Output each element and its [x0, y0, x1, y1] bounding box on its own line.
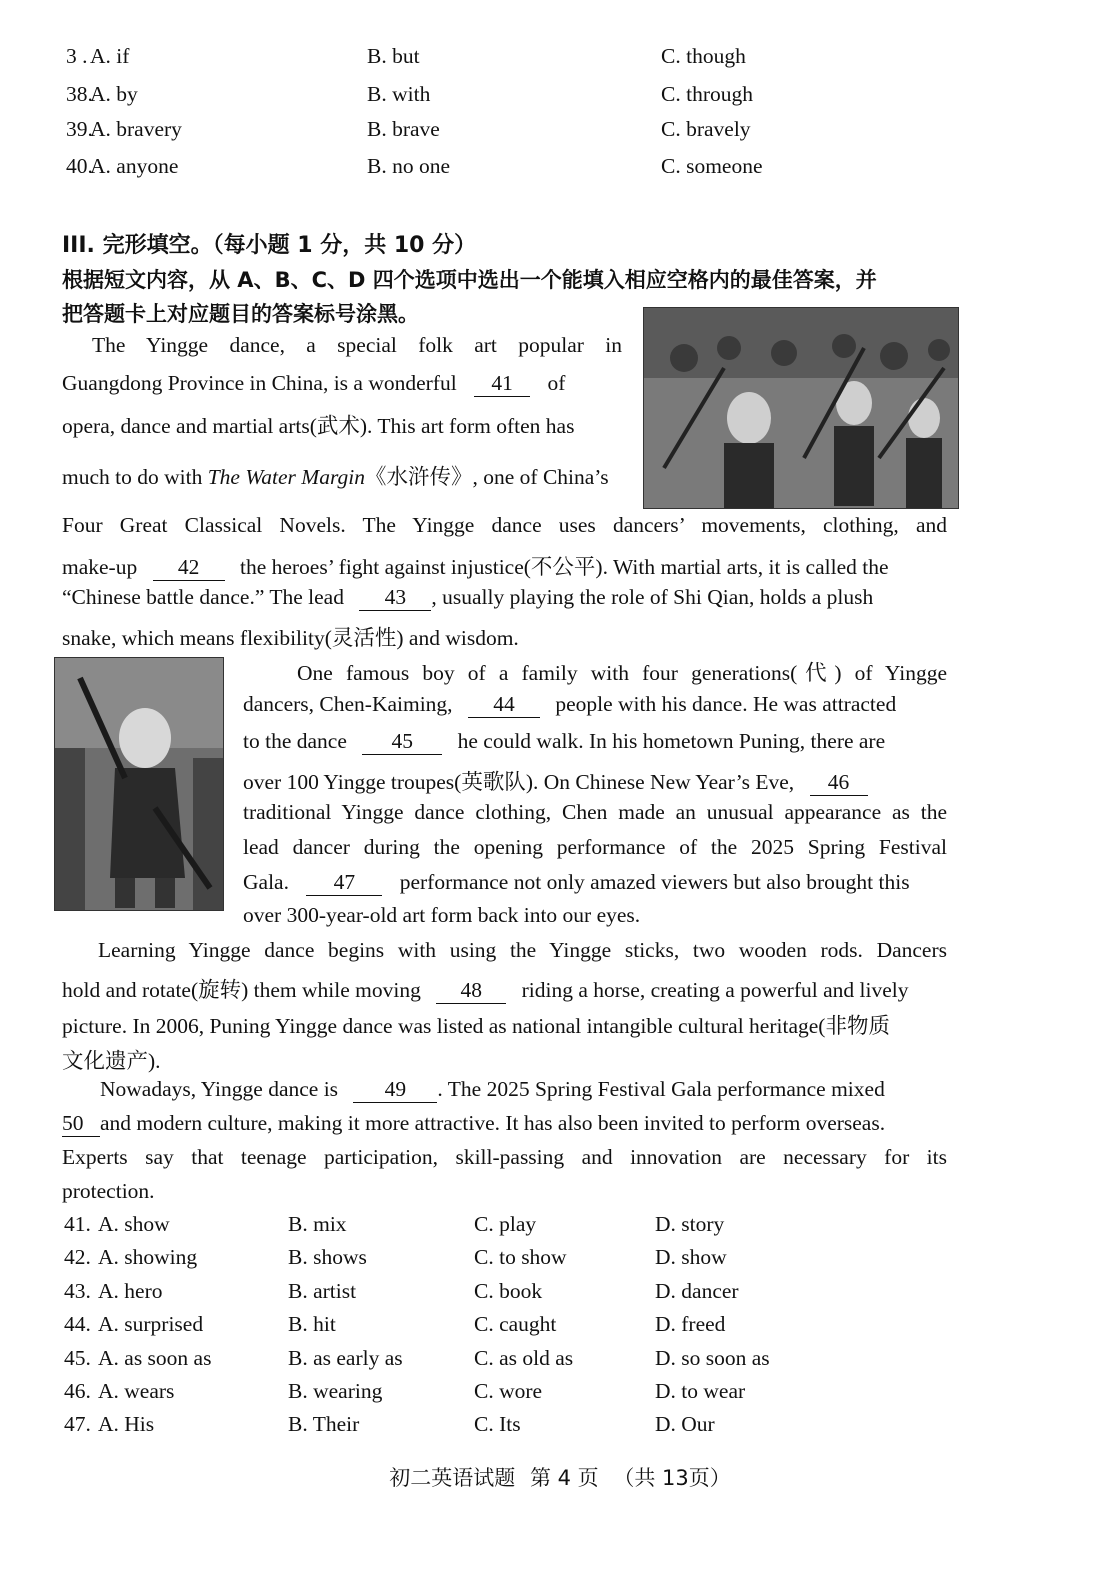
- option-c: C. wore: [474, 1379, 543, 1403]
- passage-line: [243, 870, 910, 896]
- blank-49: 49: [353, 1078, 437, 1103]
- question-number: 46.: [64, 1379, 91, 1403]
- passage-text: Guangdong Province in China, is a wonderful: [62, 371, 457, 395]
- option-a: A. by: [90, 82, 138, 106]
- question-row: [0, 1312, 1120, 1346]
- passage-line: [100, 1077, 885, 1103]
- option-a: A. anyone: [90, 154, 179, 178]
- passage-text: much to do with: [62, 465, 203, 489]
- passage-line: [62, 550, 889, 581]
- section-instruction: 把答题卡上对应题目的答案标号涂黑。: [62, 302, 419, 326]
- passage-text: . The 2025 Spring Festival Gala performance mixed: [437, 1077, 885, 1101]
- footer-subject: 初二英语试题: [389, 1466, 516, 1490]
- passage-line: [243, 765, 868, 796]
- passage-line: [62, 1111, 885, 1137]
- blank-50: 50: [62, 1112, 100, 1137]
- passage-line: One famous boy of a family with four generations(代) of Yingge: [297, 661, 947, 685]
- passage-line: [62, 585, 873, 611]
- passage-line: picture. In 2006, Puning Yingge dance was listed as national intangible cultural heritage(非物质: [62, 1014, 890, 1038]
- passage-text: to the dance: [243, 729, 347, 753]
- option-d: D. freed: [655, 1312, 726, 1336]
- blank-46: 46: [810, 771, 868, 796]
- passage-text: the heroes’ fight against injustice(不公平). With martial arts, it is called the: [239, 555, 889, 579]
- passage-line: [243, 729, 885, 755]
- passage-line: traditional Yingge dance clothing, Chen made an unusual appearance as the: [243, 800, 947, 824]
- passage-line: Learning Yingge dance begins with using the Yingge sticks, two wooden rods. Dancers: [98, 938, 947, 962]
- passage-text: riding a horse, creating a powerful and lively: [521, 978, 909, 1002]
- option-b: B. shows: [288, 1245, 367, 1269]
- option-row: [0, 44, 1120, 78]
- footer-total: （共 13页）: [613, 1466, 731, 1490]
- passage-text: make-up: [62, 555, 138, 579]
- option-a: A. as soon as: [98, 1346, 212, 1370]
- passage-text: he could walk. In his hometown Puning, there are: [457, 729, 886, 753]
- section-instruction: 根据短文内容，从 A、B、C、D 四个选项中选出一个能填入相应空格内的最佳答案，并: [62, 268, 877, 292]
- question-number: 40.: [66, 154, 93, 178]
- option-b: B. Their: [288, 1412, 360, 1436]
- blank-47: 47: [306, 871, 382, 896]
- option-d: D. so soon as: [655, 1346, 770, 1370]
- question-row: [0, 1279, 1120, 1313]
- question-number: 43.: [64, 1279, 91, 1303]
- passage-text: and modern culture, making it more attractive. It has also been invited to perform overseas.: [100, 1111, 886, 1135]
- option-d: D. story: [655, 1212, 725, 1236]
- yingge-dance-photo: [643, 307, 959, 509]
- option-c: C. Its: [474, 1412, 521, 1436]
- option-row: [0, 117, 1120, 151]
- passage-text: people with his dance. He was attracted: [555, 692, 897, 716]
- blank-44: 44: [468, 693, 540, 718]
- option-c: C. to show: [474, 1245, 567, 1269]
- passage-text: hold and rotate(旋转) them while moving: [62, 978, 421, 1002]
- footer-page: 第 4 页: [529, 1466, 599, 1490]
- option-d: D. Our: [655, 1412, 715, 1436]
- option-c: C. through: [661, 82, 753, 106]
- passage-text: over 100 Yingge troupes(英歌队). On Chinese New Year’s Eve,: [243, 770, 795, 794]
- passage-line: Four Great Classical Novels. The Yingge dance uses dancers’ movements, clothing, and: [62, 513, 947, 537]
- option-a: A. if: [90, 44, 130, 68]
- option-b: B. but: [367, 44, 420, 68]
- passage-text: Gala.: [243, 870, 289, 894]
- option-c: C. bravely: [661, 117, 751, 141]
- option-b: B. artist: [288, 1279, 357, 1303]
- option-row: [0, 154, 1120, 188]
- question-row: [0, 1379, 1120, 1413]
- section-title: III. 完形填空。（每小题 1 分，共 10 分）: [62, 233, 477, 258]
- blank-43: 43: [359, 586, 431, 611]
- option-a: A. show: [98, 1212, 170, 1236]
- page-footer: [0, 1462, 1120, 1492]
- question-row: [0, 1245, 1120, 1279]
- question-number: 41.: [64, 1212, 91, 1236]
- passage-text: 《水浒传》, one of China’s: [365, 465, 609, 489]
- passage-line: Experts say that teenage participation, skill-passing and innovation are necessary for its: [62, 1145, 947, 1169]
- question-number: 47.: [64, 1412, 91, 1436]
- option-d: D. dancer: [655, 1279, 739, 1303]
- passage-line: 文化遗产).: [62, 1049, 161, 1073]
- option-a: A. surprised: [98, 1312, 204, 1336]
- option-b: B. no one: [367, 154, 451, 178]
- option-a: A. bravery: [90, 117, 182, 141]
- option-c: C. someone: [661, 154, 763, 178]
- option-c: C. play: [474, 1212, 537, 1236]
- option-c: C. as old as: [474, 1346, 574, 1370]
- option-a: A. wears: [98, 1379, 175, 1403]
- question-number: 38.: [66, 82, 93, 106]
- passage-text: Nowadays, Yingge dance is: [100, 1077, 339, 1101]
- option-c: C. caught: [474, 1312, 557, 1336]
- option-b: B. brave: [367, 117, 440, 141]
- option-a: A. showing: [98, 1245, 198, 1269]
- passage-line: The Yingge dance, a special folk art popular in: [92, 333, 622, 357]
- option-c: C. book: [474, 1279, 543, 1303]
- question-number: 3 .: [66, 44, 88, 68]
- passage-line: opera, dance and martial arts(武术). This art form often has: [62, 414, 575, 438]
- passage-text: , usually playing the role of Shi Qian, holds a plush: [431, 585, 874, 609]
- passage-line: [62, 371, 565, 397]
- option-b: B. with: [367, 82, 431, 106]
- question-number: 42.: [64, 1245, 91, 1269]
- blank-42: 42: [153, 556, 225, 581]
- passage-line: [62, 973, 908, 1004]
- option-d: D. to wear: [655, 1379, 746, 1403]
- option-row: [0, 82, 1120, 116]
- passage-text: of: [547, 371, 566, 395]
- passage-line: [62, 460, 609, 491]
- option-a: A. hero: [98, 1279, 163, 1303]
- blank-48: 48: [436, 979, 506, 1004]
- question-number: 39.: [66, 117, 93, 141]
- question-row: [0, 1346, 1120, 1380]
- blank-41: 41: [474, 372, 530, 397]
- option-b: B. hit: [288, 1312, 336, 1336]
- option-b: B. wearing: [288, 1379, 383, 1403]
- chen-kaiming-photo: [54, 657, 224, 911]
- passage-line: protection.: [62, 1179, 155, 1203]
- passage-text: performance not only amazed viewers but also brought this: [399, 870, 910, 894]
- passage-line: over 300-year-old art form back into our eyes.: [243, 903, 641, 927]
- question-number: 44.: [64, 1312, 91, 1336]
- question-row: [0, 1212, 1120, 1246]
- question-row: [0, 1412, 1120, 1446]
- blank-45: 45: [362, 730, 442, 755]
- passage-line: snake, which means flexibility(灵活性) and wisdom.: [62, 626, 519, 650]
- novel-title: The Water Margin: [207, 465, 365, 489]
- passage-text: “Chinese battle dance.” The lead: [62, 585, 344, 609]
- passage-line: lead dancer during the opening performance of the 2025 Spring Festival: [243, 835, 947, 859]
- option-d: D. show: [655, 1245, 727, 1269]
- option-b: B. mix: [288, 1212, 347, 1236]
- option-c: C. though: [661, 44, 746, 68]
- option-b: B. as early as: [288, 1346, 403, 1370]
- question-number: 45.: [64, 1346, 91, 1370]
- passage-text: dancers, Chen-Kaiming,: [243, 692, 453, 716]
- passage-line: [243, 692, 896, 718]
- option-a: A. His: [98, 1412, 155, 1436]
